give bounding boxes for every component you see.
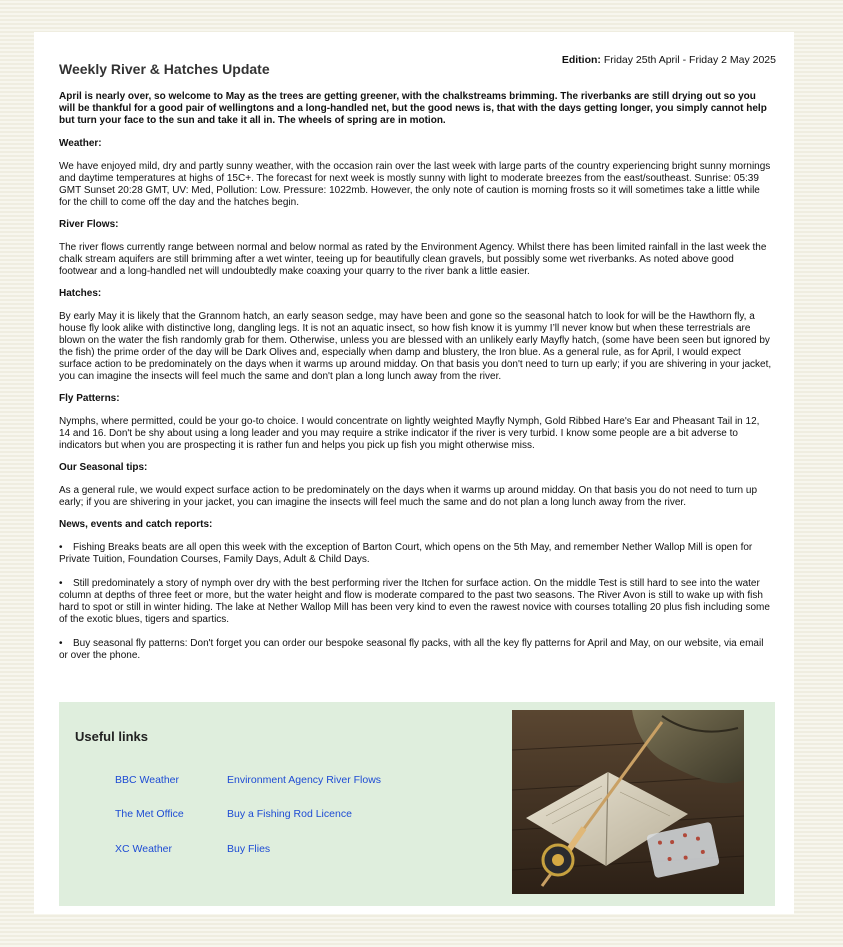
weather-text: We have enjoyed mild, dry and partly sunny weather, with the occasion rain over the last week with large parts of the country experiencing bright sunny mornings and daytime temperatures at highs of 15C+. The forecast for next week is mostly sunny with light to moderate breezes from the east/southeast. Sunrise: 05:39 GMT Sunset 20:28 GMT, UV: Med, Pollution: Low. Pressure: 1022mb. However, the only note of caution is morning frosts so it will sometimes take a little while for the chill to come off the day and the hatches begin. (59, 161, 771, 208)
bullet-icon: • (59, 542, 63, 553)
link-buy-flies[interactable]: Buy Flies (227, 843, 271, 855)
link-bbc-weather[interactable]: BBC Weather (115, 774, 179, 786)
bullet-icon: • (59, 638, 63, 649)
newsletter-page (34, 32, 794, 914)
fly-patterns-heading: Fly Patterns: (59, 393, 120, 404)
seasonal-tips-heading: Our Seasonal tips: (59, 462, 148, 473)
fly-patterns-text: Nymphs, where permitted, could be your go-to choice. I would concentrate on lightly weighted Mayfly Nymph, Gold Ribbed Hare's Ear and Pheasant Tail in 12, 14 and 16. Don't be shy about using a long leader and you may require a strike indicator if the river is very turbid. I know some people are a bit adverse to indicators but when you are prospecting it is rather fun and helps you pick up fish you might otherwise miss. (59, 416, 760, 451)
useful-links-title: Useful links (75, 729, 148, 744)
river-flows-text: The river flows currently range between normal and below normal as rated by the Environment Agency. Whilst there has been limited rainfall in the last week the chalk stream aquifers are still brimming after a wet winter, teeing up for beautifully clean gravels, but possibly some wet riverbanks. As noted above good footwear and a long-handled net will undoubtedly make coaxing your quarry to the river bank a little easier. (59, 242, 767, 277)
news-item (59, 542, 773, 566)
link-buy-fishing-rod-licence[interactable]: Buy a Fishing Rod Licence (227, 808, 352, 820)
newsletter-body (59, 91, 773, 674)
news-heading: News, events and catch reports: (59, 519, 213, 530)
page-title: Weekly River & Hatches Update (59, 61, 270, 77)
edition-dates: Friday 25th April - Friday 2 May 2025 (603, 54, 776, 66)
river-flows-heading: River Flows: (59, 219, 119, 230)
hatches-text: By early May it is likely that the Grannom hatch, an early season sedge, may have been and gone so the seasonal hatch to look for will be the Hawthorn fly, a house fly look alike with distinctive long, dangling legs. It is not an aquatic insect, so how fish know it is yummy I’ll never know but when these terrestrials are blown on the water the fish randomly grab for them. Otherwise, unless you are blessed with an unlikely early Mayfly hatch, (some have been seen but ignored by the fish) the prime order of the day will be Dark Olives and, especially when damp and blustery, the Iron blue. As a general rule, as for April, I would expect surface action to be predominately on the days when it warms up around midday. On that basis you don't need to turn up early; if you are shivering in your jacket, you can imagine the insects will feel much the same and don't plan a long lunch away from the river. (59, 311, 772, 382)
bullet-icon: • (59, 578, 63, 589)
useful-links-panel (59, 702, 775, 906)
hatches-heading: Hatches: (59, 288, 102, 299)
news-item-text: Still predominately a story of nymph over dry with the best performing river the Itchen for surface action. On the middle Test is still hard to see into the water column at depths of three feet or more, but the water height and flow is moderate compared to the past two seasons. The River Avon is still to wake up with fish hard to spot or still in winter hiding. The lake at Nether Wallop Mill has been very kind to even the rawest novice with courses totalling 20 plus fish including some of the exotic blues, tigers and spartics. (59, 578, 770, 625)
news-item (59, 578, 773, 626)
edition-label: Edition: (561, 54, 601, 66)
weather-heading: Weather: (59, 138, 102, 149)
news-item-text: Fishing Breaks beats are all open this week with the exception of Barton Court, which opens on the 5th May, and remember Nether Wallop Mill is open for Private Tuition, Foundation Courses, Family Days, Adult & Child Days. (59, 542, 753, 565)
news-item-text: Buy seasonal fly patterns: Don't forget you can order our bespoke seasonal fly packs, with all the key fly patterns for April and May, on our website, via email or over the phone. (59, 638, 764, 661)
fly-fishing-photo (512, 710, 744, 894)
link-environment-agency-river-flows[interactable]: Environment Agency River Flows (227, 774, 382, 786)
intro-paragraph: April is nearly over, so welcome to May as the trees are getting greener, with the chalkstreams brimming. The riverbanks are still drying out so you will be thankful for a good pair of wellingtons and a long-handled net, but the good news is, that with the days getting longer, you simply cannot help but turn your face to the sun and take it all in. The wheels of spring are in motion. (59, 91, 767, 126)
link-xc-weather[interactable]: XC Weather (115, 843, 172, 855)
link-met-office[interactable]: The Met Office (115, 808, 184, 820)
edition-line (562, 54, 776, 66)
seasonal-tips-text: As a general rule, we would expect surface action to be predominately on the days when it warms up around midday. On that basis you do not need to turn up early; if you are shivering in your jacket, you can imagine the insects will feel much the same and do not plan a long lunch away from the river. (59, 485, 758, 508)
news-item (59, 638, 773, 662)
